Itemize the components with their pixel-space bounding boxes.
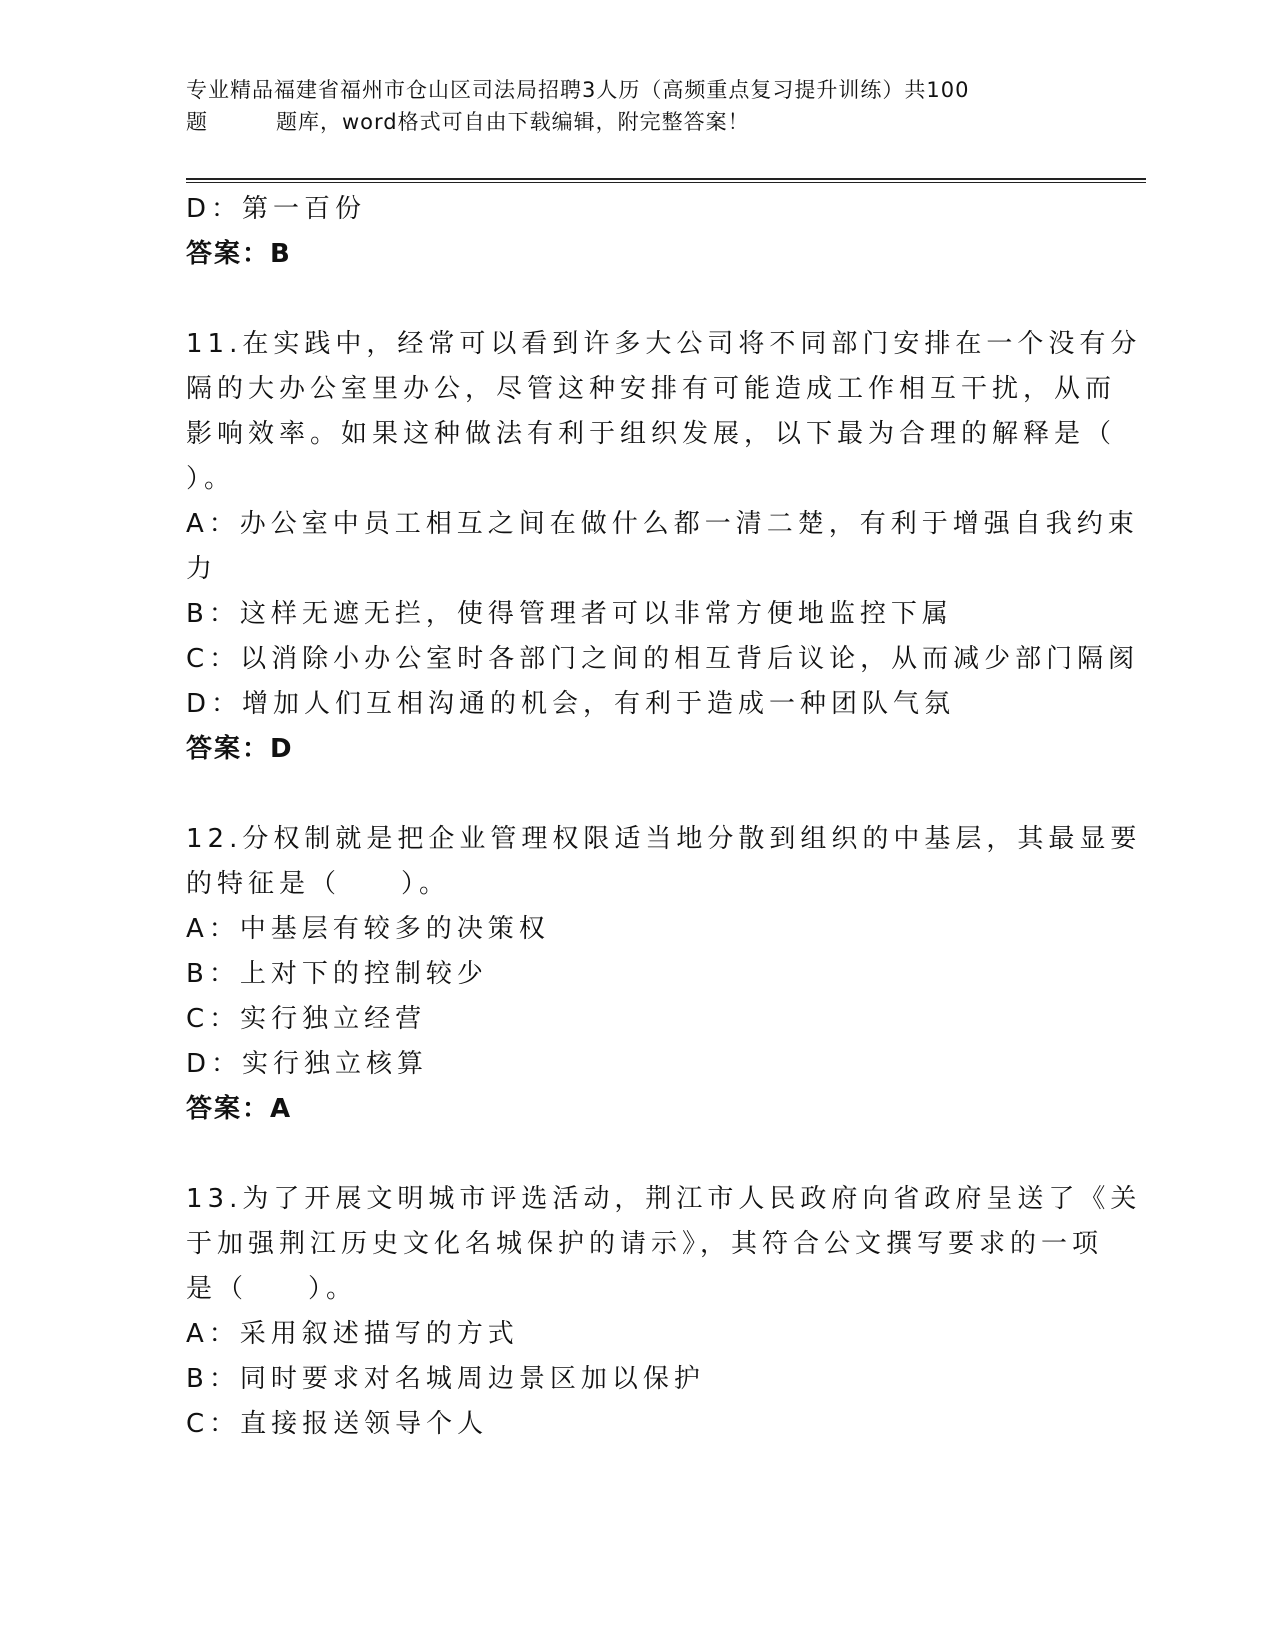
q12-stem-fragment: 的特征是（ bbox=[186, 869, 342, 899]
page-header bbox=[186, 74, 1086, 138]
q12-option-b: B：上对下的控制较少 bbox=[186, 959, 488, 989]
q13-stem-line: 于加强荆江历史文化名城保护的请示》，其符合公文撰写要求的一项 bbox=[186, 1229, 1104, 1259]
q13-stem-line: 13.为了开展文明城市评选活动，荆江市人民政府向省政府呈送了《关 bbox=[186, 1184, 1142, 1214]
header-title-fragment: 题 bbox=[186, 110, 208, 134]
q11-stem-line: 隔的大办公室里办公，尽管这种安排有可能造成工作相互干扰，从而 bbox=[186, 374, 1117, 404]
q13-stem-fragment: ）。 bbox=[308, 1274, 358, 1304]
q11-option-d: D：增加人们互相沟通的机会，有利于造成一种团队气氛 bbox=[186, 689, 956, 719]
q13-option-a: A：采用叙述描写的方式 bbox=[186, 1319, 519, 1349]
q11-stem-line: 11.在实践中，经常可以看到许多大公司将不同部门安排在一个没有分 bbox=[186, 329, 1142, 359]
prev-answer: 答案：B bbox=[186, 239, 292, 269]
q11-option-c: C：以消除小办公室时各部门之间的相互背后议论，从而减少部门隔阂 bbox=[186, 644, 1140, 674]
q11-option-a-cont: 力 bbox=[186, 554, 218, 584]
q12-stem-line: 12.分权制就是把企业管理权限适当地分散到组织的中基层，其最显要 bbox=[186, 824, 1142, 854]
header-divider bbox=[186, 178, 1146, 180]
header-title-line-1: 专业精品福建省福州市仓山区司法局招聘3人历（高频重点复习提升训练）共100 bbox=[186, 78, 970, 102]
header-title-line-2 bbox=[186, 106, 1086, 138]
document-body bbox=[186, 187, 1142, 1447]
question-13 bbox=[186, 1177, 1142, 1447]
q11-answer: 答案：D bbox=[186, 734, 294, 764]
q12-stem-fragment: ）。 bbox=[401, 869, 451, 899]
q12-answer: 答案：A bbox=[186, 1094, 293, 1124]
q12-stem-line bbox=[186, 862, 1086, 907]
q11-option-a: A：办公室中员工相互之间在做什么都一清二楚，有利于增强自我约束 bbox=[186, 509, 1139, 539]
header-divider-thin bbox=[186, 182, 1146, 183]
q13-stem-line bbox=[186, 1267, 1086, 1312]
q11-option-b: B：这样无遮无拦，使得管理者可以非常方便地监控下属 bbox=[186, 599, 953, 629]
q13-option-c: C：直接报送领导个人 bbox=[186, 1409, 489, 1439]
question-12 bbox=[186, 817, 1142, 1132]
q12-option-c: C：实行独立经营 bbox=[186, 1004, 427, 1034]
q12-option-a: A：中基层有较多的决策权 bbox=[186, 914, 550, 944]
header-title-fragment: 题库，word格式可自由下载编辑，附完整答案！ bbox=[276, 110, 750, 134]
question-11 bbox=[186, 322, 1142, 772]
prev-option-d: D：第一百份 bbox=[186, 194, 367, 224]
q11-stem-line: ）。 bbox=[186, 464, 236, 494]
q13-stem-fragment: 是（ bbox=[186, 1274, 249, 1304]
q11-stem-line: 影响效率。如果这种做法有利于组织发展，以下最为合理的解释是（ bbox=[186, 419, 1117, 449]
q12-option-d: D：实行独立核算 bbox=[186, 1049, 429, 1079]
q13-option-b: B：同时要求对名城周边景区加以保护 bbox=[186, 1364, 705, 1394]
